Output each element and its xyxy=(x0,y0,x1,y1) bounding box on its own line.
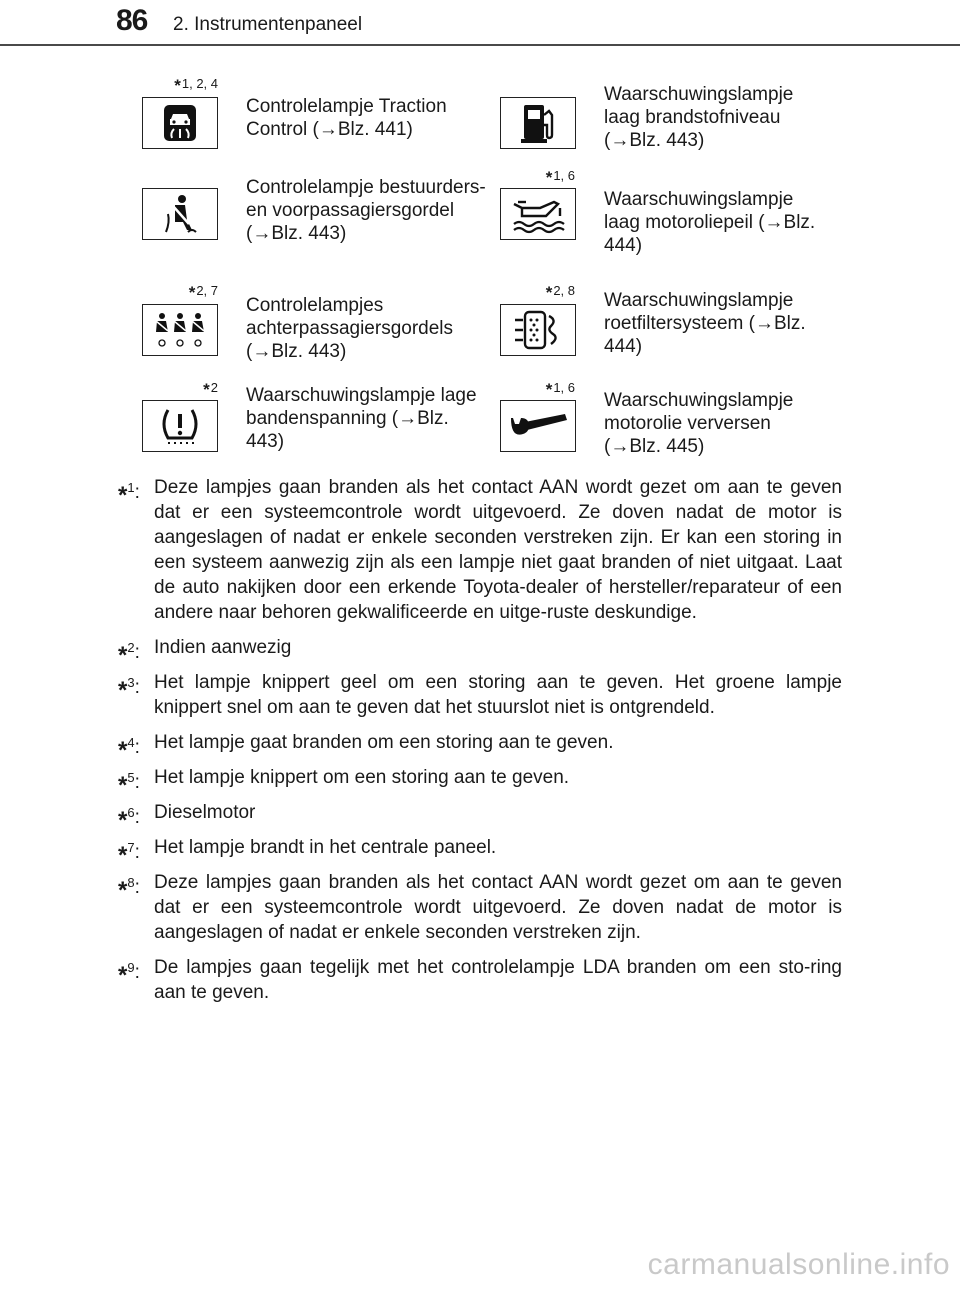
indicator-label: Controlelampje bestuurders- en voorpassagiersgordel (→Blz. 443) xyxy=(246,177,486,244)
indicator-note: *1, 6 xyxy=(545,168,575,187)
footnote-item: *$^8$: Deze lampjes gaan branden als het contact AAN wordt gezet om aan te geven dat er een systeemcontrole wordt uitgevoerd. Ze doven nadat de motor is aangeslagen of nadat er enkele seconden verstreken zijn. xyxy=(118,872,842,943)
indicator-note: *1, 2, 4 xyxy=(174,76,218,95)
indicator-label: Waarschuwingslampje lage bandenspanning (→Blz. 443) xyxy=(246,385,477,452)
indicator-icon-box xyxy=(142,400,218,452)
indicator-label: Controlelampje Traction Control (→Blz. 441) xyxy=(246,96,447,140)
footnote-item: *$^1$: Deze lampjes gaan branden als het contact AAN wordt gezet om aan te geven dat er een systeemcontrole wordt uitgevoerd. Ze doven nadat de motor is aangeslagen of nadat er enkele seconden verstreken zijn. Er kan een storing in een systeem aanwezig zijn als een lampje niet gaat branden of niet uitgaat. Laat de auto nakijken door een erkende Toyota-dealer of hersteller/reparateur of een andere naar behoren gekwalificeerde en uitge-ruste deskundige. xyxy=(118,477,842,623)
footnote-item: *$^6$: Dieselmotor xyxy=(118,802,256,834)
indicator-note: *1, 6 xyxy=(545,380,575,399)
indicator-note: *2, 8 xyxy=(545,283,575,302)
footnote-item: *$^2$: Indien aanwezig xyxy=(118,637,292,669)
header-divider xyxy=(0,44,960,46)
indicator-icon-box xyxy=(500,400,576,452)
indicator-label: Waarschuwingslampje laag brandstofniveau (→Blz. 443) xyxy=(604,84,794,151)
oil-level-icon xyxy=(510,194,566,234)
section-title: 2. Instrumentenpaneel xyxy=(173,14,363,35)
indicator-icon-box xyxy=(142,97,218,149)
indicator-label: Waarschuwingslampje motorolie verversen (→Blz. 445) xyxy=(604,390,794,457)
indicator-note: *2 xyxy=(203,380,218,399)
indicator-icon-box xyxy=(500,304,576,356)
page-header xyxy=(0,0,960,48)
indicator-note: *2, 7 xyxy=(188,283,218,302)
footnote-item: *$^5$: Het lampje knippert om een storing aan te geven. xyxy=(118,767,570,799)
indicator-label: Controlelampjes achterpassagiersgordels (→Blz. 443) xyxy=(246,295,454,362)
footnote-item: *$^4$: Het lampje gaat branden om een storing aan te geven. xyxy=(118,732,614,764)
footnotes-list xyxy=(118,475,842,1015)
wrench-icon xyxy=(507,408,569,444)
rear-seatbelts-icon xyxy=(150,310,210,350)
indicator-icon-box xyxy=(142,304,218,356)
watermark: carmanualsonline.info xyxy=(647,1248,950,1281)
traction-control-icon xyxy=(158,103,202,143)
indicator-label: Waarschuwingslampje laag motoroliepeil (→Blz. 444) xyxy=(604,189,816,256)
fuel-pump-icon xyxy=(516,101,560,145)
indicator-icon-box xyxy=(500,97,576,149)
footnote-item: *$^3$: Het lampje knippert geel om een storing aan te geven. Het groene lampje knippert snel om aan te geven dat het stuurslot niet is ontgrendeld. xyxy=(118,672,842,718)
footnote-item: *$^9$: De lampjes gaan tegelijk met het controlelampje LDA branden om een sto-ring aan te geven. xyxy=(118,957,842,1003)
indicator-label: Waarschuwingslampje roetfiltersysteem (→Blz. 444) xyxy=(604,290,806,357)
tire-pressure-icon xyxy=(156,404,204,448)
indicator-icon-box xyxy=(500,188,576,240)
page-number: 86 xyxy=(116,4,148,37)
particulate-filter-icon xyxy=(513,308,563,352)
footnote-item: *$^7$: Het lampje brandt in het centrale paneel. xyxy=(118,837,497,869)
seatbelt-icon xyxy=(158,192,202,236)
indicator-icon-box xyxy=(142,188,218,240)
